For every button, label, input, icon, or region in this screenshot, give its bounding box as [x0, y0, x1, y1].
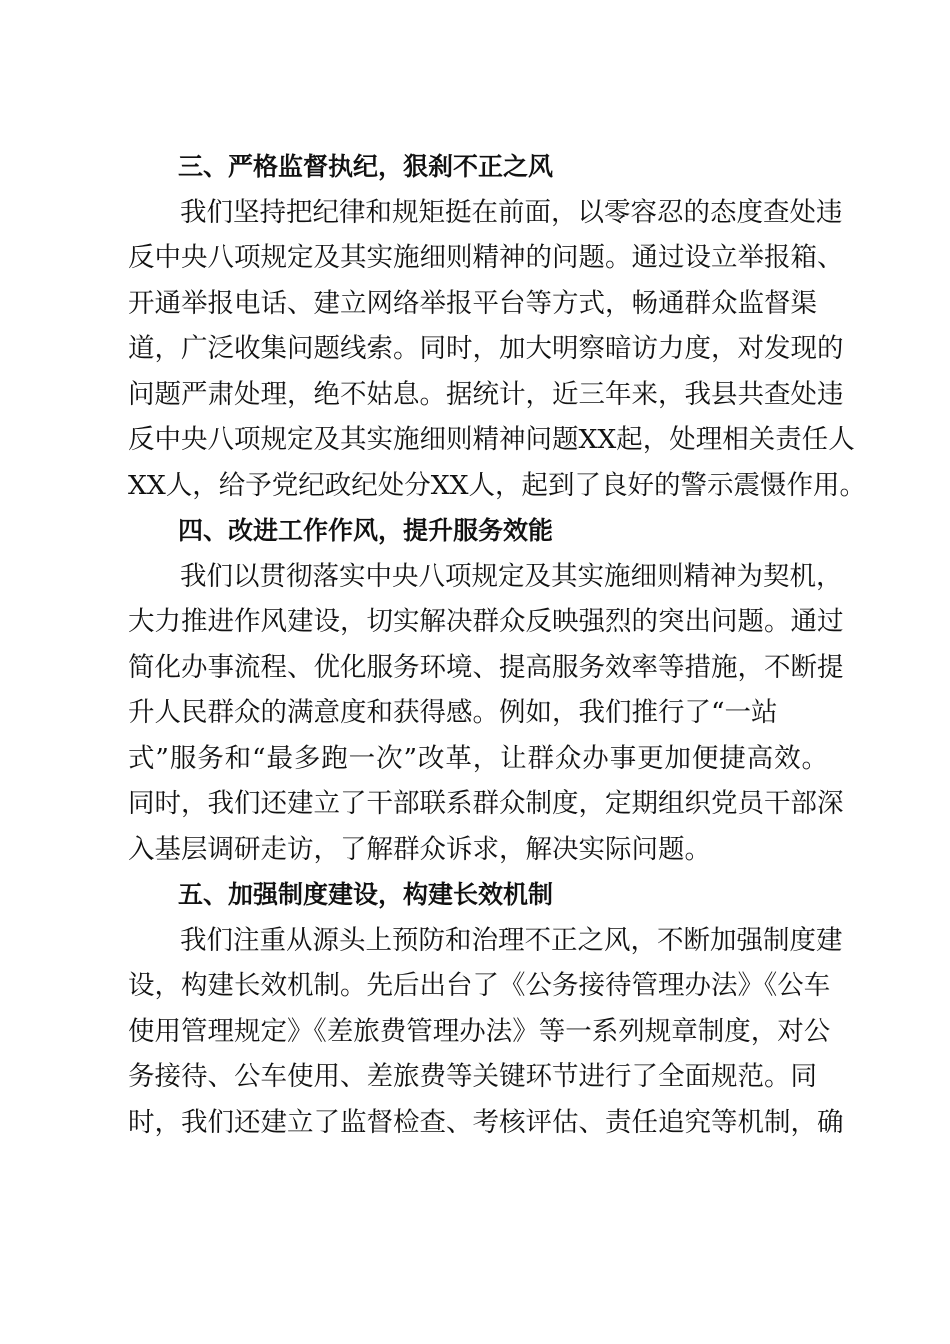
paragraph-line: 同时，我们还建立了干部联系群众制度，定期组织党员干部深	[128, 788, 844, 819]
paragraph-line: XX人，给予党纪政纪处分XX人，起到了良好的警示震慑作用。	[128, 469, 866, 501]
paragraph-line: 升人民群众的满意度和获得感。例如，我们推行了“一站	[128, 697, 778, 728]
paragraph-line: 使用管理规定》《差旅费管理办法》等一系列规章制度，对公	[128, 1015, 831, 1047]
paragraph-line: 务接待、公车使用、差旅费等关键环节进行了全面规范。同	[128, 1061, 817, 1092]
section-heading: 五、加强制度建设，构建长效机制	[178, 880, 554, 909]
paragraph-line: 问题严肃处理，绝不姑息。据统计，近三年来，我县共查处违	[128, 378, 844, 410]
paragraph-line: 入基层调研走访，了解群众诉求，解决实际问题。	[128, 833, 711, 865]
section-heading: 三、严格监督执纪，狠刹不正之风	[178, 152, 554, 181]
paragraph-line: 反中央八项规定及其实施细则精神问题XX起，处理相关责任人	[128, 424, 855, 455]
paragraph-line: 设，构建长效机制。先后出台了《公务接待管理办法》《公车	[128, 970, 831, 1001]
paragraph-line: 反中央八项规定及其实施细则精神的问题。通过设立举报箱、	[128, 242, 844, 273]
paragraph-line: 我们注重从源头上预防和治理不正之风，不断加强制度建	[180, 924, 843, 956]
paragraph-line: 时，我们还建立了监督检查、考核评估、责任追究等机制，确	[128, 1106, 844, 1138]
paragraph-line: 大力推进作风建设，切实解决群众反映强烈的突出问题。通过	[128, 606, 844, 637]
paragraph-line: 我们以贯彻落实中央八项规定及其实施细则精神为契机，	[180, 560, 843, 592]
paragraph-line: 式”服务和“最多跑一次”改革，让群众办事更加便捷高效。	[128, 742, 828, 774]
section-heading: 四、改进工作作风，提升服务效能	[178, 516, 554, 545]
document-body	[128, 144, 866, 1145]
paragraph-line: 开通举报电话、建立网络举报平台等方式，畅通群众监督渠	[128, 287, 817, 319]
paragraph-line: 我们坚持把纪律和规矩挺在前面，以零容忍的态度查处违	[180, 196, 843, 228]
paragraph-line: 道，广泛收集问题线索。同时，加大明察暗访力度，对发现的	[128, 333, 844, 364]
paragraph-line: 简化办事流程、优化服务环境、提高服务效率等措施，不断提	[128, 651, 844, 683]
